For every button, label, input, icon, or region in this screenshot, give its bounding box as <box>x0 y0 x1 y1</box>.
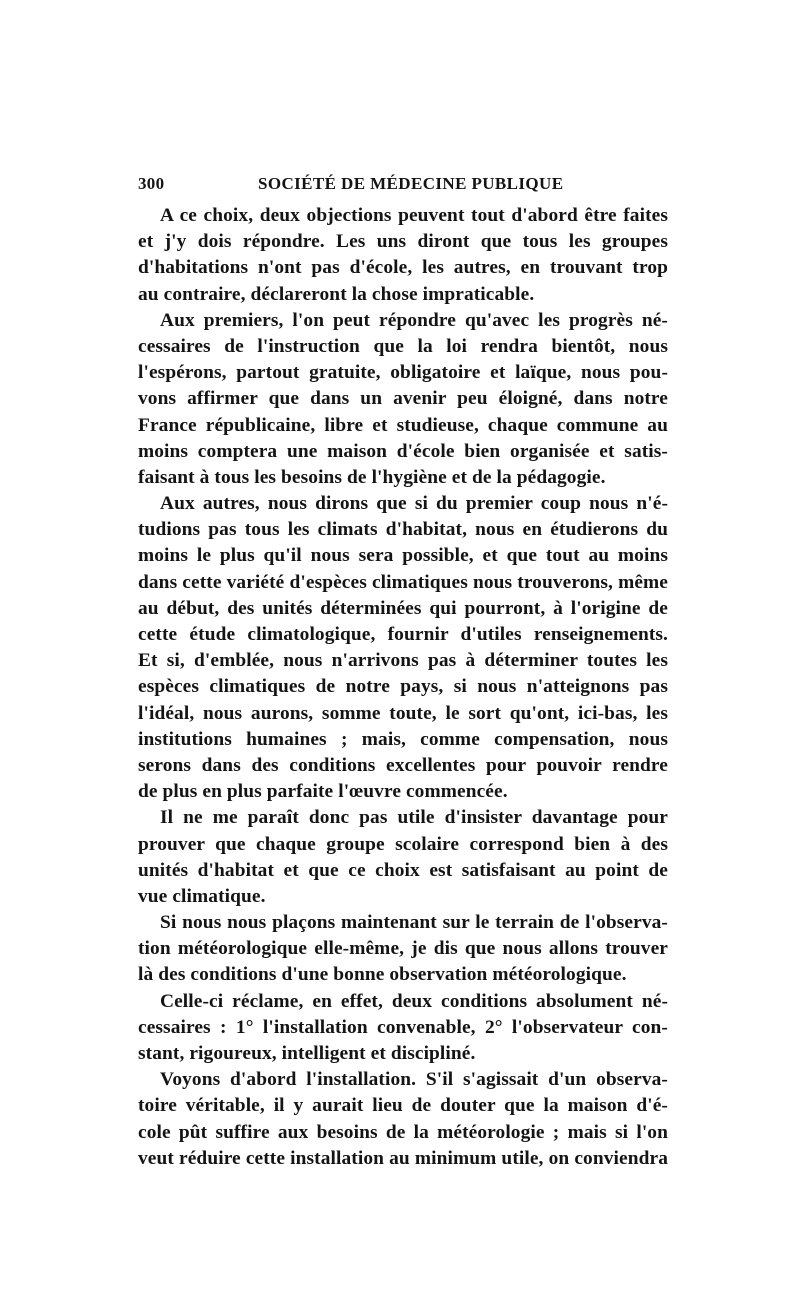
text-line: l'idéal, nous aurons, somme toute, le sort qu'ont, ici-bas, les <box>138 702 668 724</box>
text-line: cette étude climatologique, fournir d'utiles renseignements. <box>138 624 668 645</box>
text-line: l'espérons, partout gratuite, obligatoire et laïque, nous pou- <box>138 362 668 384</box>
text-line: espèces climatiques de notre pays, si nous n'atteignons pas <box>138 676 668 698</box>
text-line: Si nous nous plaçons maintenant sur le terrain de l'observa- <box>160 912 668 934</box>
text-line: faisant à tous les besoins de l'hygiène et de la pédagogie. <box>138 466 606 488</box>
text-line: de plus en plus parfaite l'œuvre commencée. <box>138 781 508 803</box>
text-line: moins le plus qu'il nous sera possible, et que tout au moins <box>138 545 668 567</box>
page-number: 300 <box>138 174 165 193</box>
text-line: veut réduire cette installation au minimum utile, on conviendra <box>138 1147 668 1169</box>
text-line: vons affirmer que dans un avenir peu éloigné, dans notre <box>138 388 668 410</box>
text-line: dans cette variété d'espèces climatiques nous trouverons, même <box>138 571 668 593</box>
running-title: SOCIÉTÉ DE MÉDECINE PUBLIQUE <box>258 174 564 193</box>
text-line: Aux premiers, l'on peut répondre qu'avec les progrès né- <box>160 309 668 331</box>
body-text <box>138 203 668 1172</box>
text-line: et j'y dois répondre. Les uns diront que tous les groupes <box>138 231 668 253</box>
text-line: serons dans des conditions excellentes pour pouvoir rendre <box>138 754 668 776</box>
text-line: unités d'habitat et que ce choix est satisfaisant au point de <box>138 859 668 881</box>
text-line: au contraire, déclareront la chose impraticable. <box>138 283 535 305</box>
text-line: vue climatique. <box>138 885 266 907</box>
text-line: stant, rigoureux, intelligent et discipliné. <box>138 1043 476 1064</box>
text-line: Celle-ci réclame, en effet, deux conditions absolument né- <box>160 990 668 1012</box>
text-line: cessaires de l'instruction que la loi rendra bientôt, nous <box>138 335 668 357</box>
text-line: cessaires : 1° l'installation convenable, 2° l'observateur con- <box>138 1016 668 1038</box>
text-line: cole pût suffire aux besoins de la météorologie ; mais si l'on <box>138 1121 668 1143</box>
text-line: d'habitations n'ont pas d'école, les autres, en trouvant trop <box>138 257 668 279</box>
text-line: prouver que chaque groupe scolaire correspond bien à des <box>138 833 668 855</box>
text-line: là des conditions d'une bonne observation météorologique. <box>138 964 627 986</box>
text-line: Aux autres, nous dirons que si du premier coup nous n'é- <box>160 493 668 515</box>
text-line: A ce choix, deux objections peuvent tout d'abord être faites <box>160 205 668 226</box>
text-line: France républicaine, libre et studieuse, chaque commune au <box>138 414 668 436</box>
page-header <box>138 174 668 198</box>
text-line: institutions humaines ; mais, comme compensation, nous <box>138 728 668 750</box>
text-line: Voyons d'abord l'installation. S'il s'agissait d'un observa- <box>160 1069 668 1091</box>
text-line: moins comptera une maison d'école bien organisée et satis- <box>138 440 668 462</box>
text-line: tudions pas tous les climats d'habitat, nous en étudierons du <box>138 519 668 541</box>
text-line: Il ne me paraît donc pas utile d'insister davantage pour <box>160 807 668 829</box>
text-line: au début, des unités déterminées qui pourront, à l'origine de <box>138 597 668 619</box>
text-line: toire véritable, il y aurait lieu de douter que la maison d'é- <box>138 1095 668 1117</box>
text-line: Et si, d'emblée, nous n'arrivons pas à déterminer toutes les <box>138 650 668 672</box>
text-line: tion météorologique elle-même, je dis que nous allons trouver <box>138 938 668 960</box>
